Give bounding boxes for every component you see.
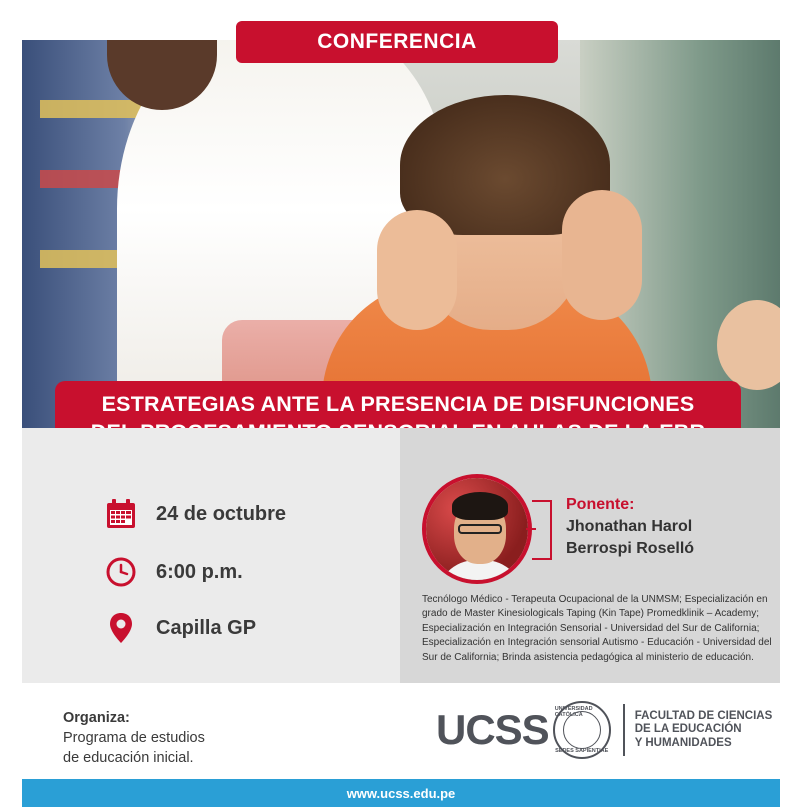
speaker-photo bbox=[422, 474, 532, 584]
faculty-name: FACULTAD DE CIENCIAS DE LA EDUCACIÓN Y HUMANIDADES bbox=[634, 709, 773, 749]
speaker-name bbox=[566, 516, 694, 560]
speaker-label: Ponente: bbox=[566, 496, 635, 513]
event-time: 6:00 p.m. bbox=[156, 560, 243, 583]
website-link[interactable]: www.ucss.edu.pe bbox=[22, 779, 780, 807]
hero-photo bbox=[22, 40, 780, 428]
university-seal-icon: UNIVERSIDAD CATÓLICA SEDES SAPIENTIAE bbox=[553, 701, 611, 759]
speaker-name-line2: Berrospi Roselló bbox=[566, 540, 695, 557]
organizer-block bbox=[63, 708, 205, 768]
speaker-bio: Tecnólogo Médico - Terapeuta Ocupacional de la UNMSM; Especialización en grado de Master Kinesiologicals Taping (Kin Tape) Promedklinik – Academy; Especialización en Integración Sensorial - Universidad del Sur de California; Especialización en Integración sensorial Autismo - Educación - Universidad del Sur de California; Brinda asistencia pedagógica al ministerio de educación. bbox=[422, 594, 772, 663]
ucss-wordmark: UCSS bbox=[436, 706, 549, 753]
clock-icon bbox=[104, 555, 138, 589]
organizer-line1: Programa de estudios bbox=[63, 730, 205, 746]
event-title-line1: ESTRATEGIAS ANTE LA PRESENCIA DE DISFUNCIONES bbox=[101, 392, 695, 416]
event-place: Capilla GP bbox=[156, 616, 257, 639]
speaker-name-line1: Jhonathan Harol bbox=[566, 518, 693, 535]
event-details-panel bbox=[22, 428, 400, 683]
event-time-row bbox=[104, 555, 243, 589]
organizer-line2: de educación inicial. bbox=[63, 750, 194, 766]
organizer-label: Organiza: bbox=[63, 710, 130, 726]
event-date-row bbox=[104, 497, 287, 531]
location-pin-icon bbox=[104, 611, 138, 645]
speaker-connector bbox=[532, 500, 552, 560]
ucss-logo bbox=[436, 700, 772, 760]
event-date: 24 de octubre bbox=[156, 502, 287, 525]
calendar-icon bbox=[104, 497, 138, 531]
event-place-row bbox=[104, 611, 257, 645]
event-type-tag: CONFERENCIA bbox=[236, 21, 558, 63]
